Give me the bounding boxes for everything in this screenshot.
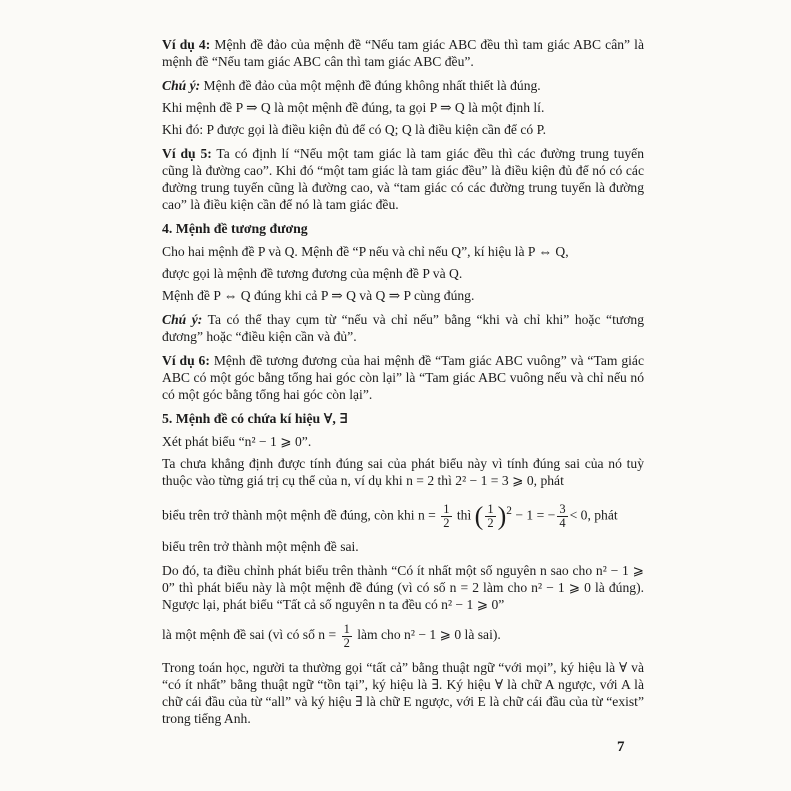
page-number: 7: [617, 739, 625, 755]
equivalence-line-3: Mệnh đề P ⇔ Q đúng khi cả P ⇒ Q và Q ⇒ P cùng đúng.: [162, 288, 475, 303]
fraction-line-part-d: < 0, phát: [569, 507, 618, 523]
adjusted-statement-paragraph: Do đó, ta điều chỉnh phát biểu trên thành “Có ít nhất một số nguyên n sao cho n² − 1 ⩾ 0” thì phát biểu này là một mệnh đề đúng (vì có số n = 2 làm cho n² − 1 ⩾ 0 là đúng). Ngược lại, phát biểu “Tất cả số nguyên n ta đều có n² − 1 ⩾ 0”: [162, 563, 644, 613]
quantifier-symbols-paragraph: Trong toán học, người ta thường gọi “tất cả” bằng thuật ngữ “với mọi”, ký hiệu là ∀ và “có ít nhất” bằng thuật ngữ “tồn tại”, ký hiệu là ∃. Ký hiệu ∀ là chữ A ngược, với A là chữ cái đầu của từ “all” và ký hiệu ∃ là chữ E ngược, với E là chữ cái đầu của từ “exist” trong tiếng Anh.: [162, 660, 644, 727]
example-6-text: Mệnh đề tương đương của hai mệnh đề “Tam giác ABC vuông” và “Tam giác ABC có một góc bằng tổng hai góc còn lại” là “Tam giác ABC vuông nếu và chỉ nếu nó có một góc bằng tổng hai góc còn lại”.: [162, 353, 644, 402]
note-2-text: Ta có thể thay cụm từ “nếu và chỉ nếu” bằng “khi và chỉ khi” hoặc “tương đương” hoặc “điều kiện cần và đủ”.: [162, 312, 644, 344]
note-1: [162, 77, 644, 94]
note-1-label: Chú ý:: [162, 78, 201, 93]
theorem-definition: Khi mệnh đề P ⇒ Q là một mệnh đề đúng, ta gọi P ⇒ Q là một định lí.: [162, 100, 545, 115]
undetermined-paragraph: Ta chưa khẳng định được tính đúng sai của phát biểu này vì tính đúng sai của nó tuỳ thuộc vào từng giá trị cụ thể của n, ví dụ khi n = 2 thì 2² − 1 = 3 ⩾ 0, phát: [162, 456, 644, 488]
note-2-label: Chú ý:: [162, 312, 203, 327]
section-5-heading: 5. Mệnh đề có chứa kí hiệu ∀, ∃: [162, 411, 348, 426]
false-proposition-part-a: là một mệnh đề sai (vì có số n =: [162, 627, 337, 643]
consider-statement: Xét phát biểu “n² − 1 ⩾ 0”.: [162, 434, 312, 449]
false-proposition-line: [162, 618, 644, 652]
example-5-text: Ta có định lí “Nếu một tam giác là tam giác đều thì các đường trung tuyến cũng là đường cao”. Khi đó “một tam giác là tam giác đều” là điều kiện đủ để nó có các đường trung tuyến cũng là đường cao, và “tam giác có các đường trung tuyến là đường cao” là điều kiện cần để nó là tam giác đều.: [162, 146, 644, 212]
note-1-text: Mệnh đề đảo của một mệnh đề đúng không nhất thiết là đúng.: [200, 78, 541, 93]
false-proposition-part-b: làm cho n² − 1 ⩾ 0 là sai).: [357, 627, 501, 643]
example-4-text: Mệnh đề đảo của mệnh đề “Nếu tam giác ABC đều thì tam giác ABC cân” là mệnh đề “Nếu tam giác ABC cân thì tam giác ABC đều”.: [162, 37, 644, 69]
fraction-line-part-a: biểu trên trở thành một mệnh đề đúng, còn khi n =: [162, 507, 436, 523]
fraction-line: biểu trên trở thành một mệnh đề đúng, còn khi n = $\frac{1}{2}$ thì ( $\frac{1}{2}$ )$^2$ − 1 = − $\frac{3}{4}$ < 0, phát: [162, 501, 618, 531]
fraction-line-part-b: thì: [456, 507, 472, 523]
example-4: [162, 36, 644, 70]
example-5-label: Ví dụ 5:: [162, 146, 212, 161]
exponent: 2: [506, 505, 512, 517]
page-content: [162, 36, 644, 734]
fraction-line-part-c: − 1 = −: [515, 507, 556, 523]
fraction-three-quarters: $\frac{3}{4}$: [559, 501, 566, 530]
section-4-heading: 4. Mệnh đề tương đương: [162, 221, 308, 236]
false-statement-line: biểu trên trở thành một mệnh đề sai.: [162, 539, 359, 555]
note-2: [162, 311, 644, 345]
fraction-one-half: $\frac{1}{2}$: [443, 501, 450, 530]
fraction-one-half-paren: $\frac{1}{2}$: [487, 501, 494, 530]
equivalence-line-1: Cho hai mệnh đề P và Q. Mệnh đề “P nếu và chỉ nếu Q”, kí hiệu là P ⇔ Q,: [162, 244, 569, 259]
example-4-label: Ví dụ 4:: [162, 37, 211, 52]
example-6: [162, 352, 644, 403]
fraction-one-half-2: $\frac{1}{2}$: [343, 621, 350, 650]
example-6-label: Ví dụ 6:: [162, 353, 210, 368]
example-5: [162, 145, 644, 213]
condition-definition: Khi đó: P được gọi là điều kiện đủ để có Q; Q là điều kiện cần để có P.: [162, 122, 547, 137]
equivalence-line-2: được gọi là mệnh đề tương đương của mệnh đề P và Q.: [162, 266, 463, 281]
